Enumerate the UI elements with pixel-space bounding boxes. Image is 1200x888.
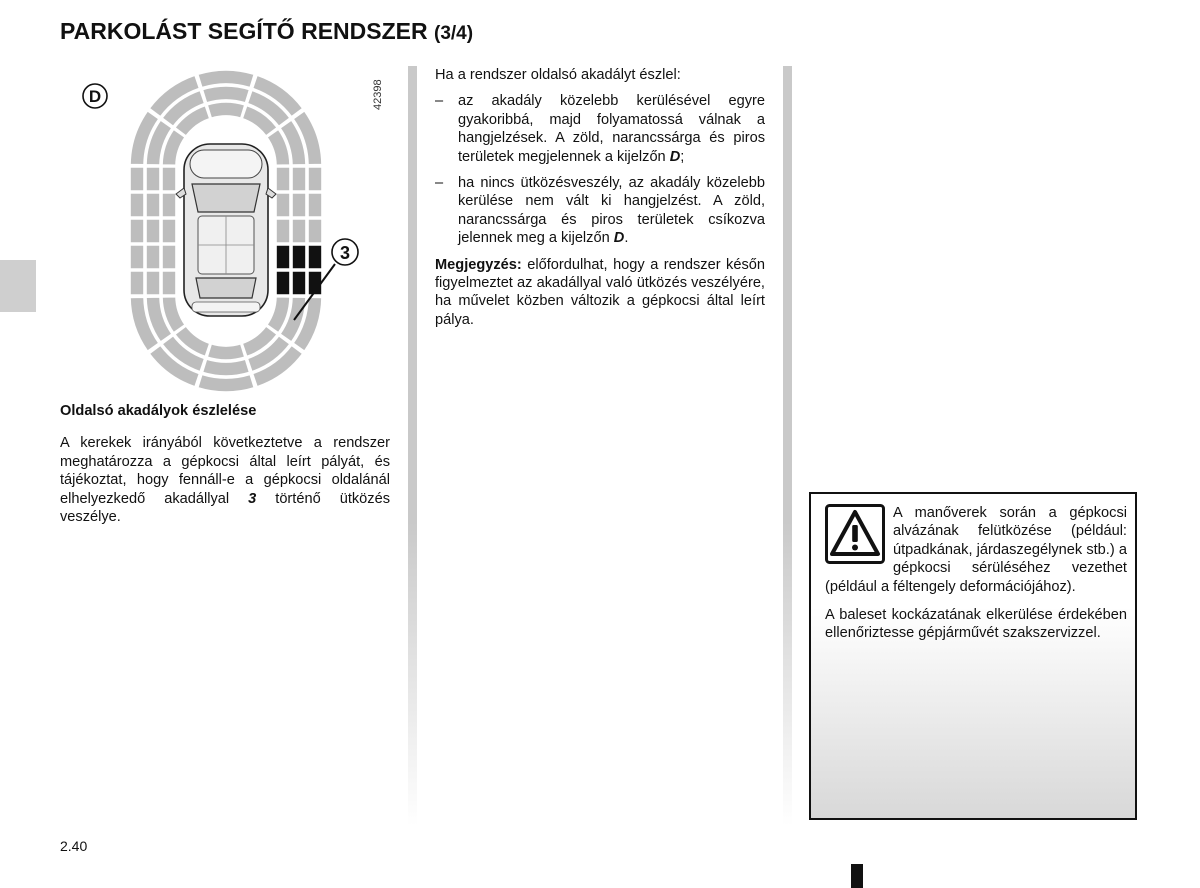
- left-side-sensor-zone: [130, 245, 144, 269]
- warning-triangle-icon: [825, 504, 885, 564]
- right-side-sensor-zone: [276, 167, 290, 191]
- page-title: [60, 18, 473, 45]
- note-text: előfordulhat, hogy a rendszer későn figyelmeztet az akadállyal való ütközés veszélyére, ha művelet közben változik a gépkocsi által leírt pálya.: [435, 256, 765, 328]
- left-side-sensor-zone: [130, 167, 144, 191]
- left-side-sensor-zone: [130, 193, 144, 217]
- left-side-sensor-zone: [146, 245, 160, 269]
- right-side-obstacle-zone: [276, 271, 290, 295]
- warning-content: [825, 504, 1127, 653]
- intro-text: Ha a rendszer oldalsó akadályt észlel:: [435, 67, 681, 83]
- note-paragraph: [435, 256, 765, 330]
- left-side-sensor-zone: [162, 245, 176, 269]
- right-side-obstacle-zone: [292, 271, 306, 295]
- left-side-sensor-zone: [162, 193, 176, 217]
- section-heading: Oldalsó akadályok észlelése: [60, 403, 257, 419]
- left-side-sensor-zone: [162, 271, 176, 295]
- dash-bullet: –: [435, 93, 444, 110]
- page-title-text: PARKOLÁST SEGÍTŐ RENDSZER: [60, 18, 428, 44]
- list-item-text: az akadály közelebb kerülésével egyre gyakoribbá, majd folyamatossá válnak a hangjelzések. A zöld, narancssárga és piros területek megjelennek a kijelzőn: [458, 93, 765, 165]
- left-side-sensor-zone: [146, 167, 160, 191]
- right-side-obstacle-zone: [308, 245, 322, 269]
- right-side-sensor-zone: [292, 219, 306, 243]
- right-side-sensor-zone: [292, 167, 306, 191]
- parking-display-diagram: [80, 66, 400, 392]
- left-column: [60, 402, 390, 526]
- warning-paragraph-1: A manőverek során a gépkocsi alvázának felütközése (például: útpadkának, járdaszegélynek stb.) a gépkocsi sérüléséhez vezethet (például a féltengely deformációjához).: [825, 505, 1127, 595]
- list-item-ref: D: [669, 148, 681, 165]
- right-side-sensor-zone: [276, 193, 290, 217]
- front-sensor-zone: [198, 70, 255, 88]
- rear-sensor-zone: [198, 374, 255, 392]
- column-separator-left: [408, 66, 417, 826]
- list-item-ref: D: [613, 230, 625, 247]
- rear-sensor-zone: [207, 344, 245, 360]
- page-part-indicator: (3/4): [434, 23, 474, 44]
- section-paragraph: [60, 434, 390, 526]
- right-side-sensor-zone: [308, 167, 322, 191]
- list-item-end: .: [624, 230, 629, 247]
- page-number: 2.40: [60, 838, 88, 854]
- paragraph-text-before: A kerekek irányából következtetve a rendszer meghatározza a gépkocsi által leírt pályát, és tájékoztat, hogy fennáll-e a gépkocsi oldalánál elhelyezkedő akadállyal: [60, 435, 390, 507]
- paragraph-ref: 3: [248, 490, 257, 507]
- left-side-sensor-zone: [146, 271, 160, 295]
- list-item: [435, 174, 765, 248]
- paragraph-text-after: történő ütközés veszélye.: [60, 490, 391, 526]
- column-separator-right: [783, 66, 792, 826]
- warning-box: [809, 492, 1137, 820]
- left-side-sensor-zone: [162, 219, 176, 243]
- right-side-sensor-zone: [276, 219, 290, 243]
- panel-letter-badge: [83, 84, 107, 108]
- dash-bullet: –: [435, 175, 444, 192]
- left-side-sensor-zone: [130, 271, 144, 295]
- left-side-sensor-zone: [146, 219, 160, 243]
- rear-sensor-zone: [202, 359, 249, 376]
- chapter-tab: [0, 260, 36, 312]
- figure-id: 42398: [372, 79, 384, 110]
- middle-column: [435, 66, 765, 329]
- list-item: [435, 92, 765, 166]
- front-sensor-zone: [202, 86, 249, 103]
- right-side-obstacle-zone: [276, 245, 290, 269]
- right-side-obstacle-zone: [292, 245, 306, 269]
- note-label: Megjegyzés:: [435, 256, 522, 273]
- front-sensor-zone: [207, 102, 245, 118]
- list-item-text: ha nincs ütközésveszély, az akadály közelebb kerülése nem vált ki hangjelzést. A zöld, narancssárga és piros területek csíkozva jelennek meg a kijelzőn: [458, 175, 765, 247]
- left-side-sensor-zone: [162, 167, 176, 191]
- left-side-sensor-zone: [146, 193, 160, 217]
- page-edge-marker: [851, 864, 863, 888]
- callout-number: 3: [339, 243, 351, 263]
- right-side-sensor-zone: [292, 193, 306, 217]
- car-top-view: [176, 144, 276, 316]
- left-side-sensor-zone: [130, 219, 144, 243]
- right-side-sensor-zone: [308, 193, 322, 217]
- list-item-end: ;: [680, 148, 685, 165]
- panel-letter: D: [88, 87, 102, 106]
- parking-display-figure: [80, 66, 400, 392]
- right-side-sensor-zone: [308, 219, 322, 243]
- warning-paragraph-2: A baleset kockázatának elkerülése érdekében ellenőriztesse gépjárművét szakszervizzel.: [825, 607, 1127, 642]
